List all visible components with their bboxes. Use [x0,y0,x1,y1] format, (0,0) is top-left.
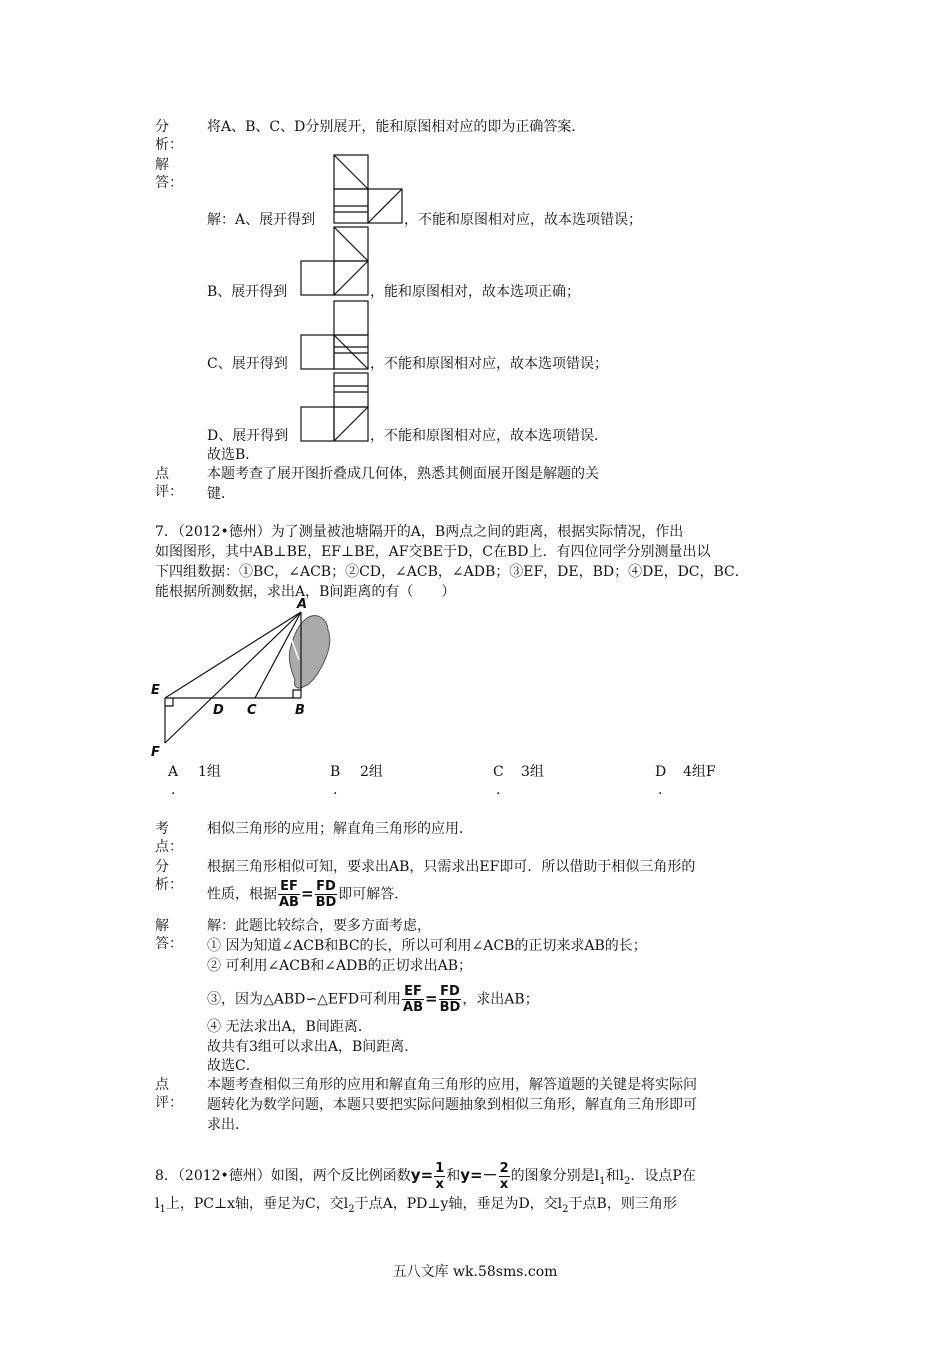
sol-b-post: ，能和原图相对，故本选项正确； [370,284,580,300]
q7-line-4: 能根据所测数据，求出A，B间距离的有（ ） [155,584,456,600]
solution-label: 解答： [155,157,183,191]
kaodian-label: 考点： [155,821,183,855]
label-d: D [213,703,224,718]
option-b-dot: . [333,782,338,798]
q7-line-1: 7．（2012•德州）为了测量被池塘隔开的A，B两点之间的距离，根据实际情况，作出 [155,524,684,540]
q7-analysis-line-1: 根据三角形相似可知，要求出AB，只需求出EF即可．所以借助于相似三角形的 [207,859,696,875]
comment-line-2: 键． [207,486,235,502]
q7-geometry-figure [145,596,335,761]
q8-post-end: ．设点P在 [630,1168,696,1184]
q7-sol-2: ① 因为知道∠ACB和BC的长，所以可利用∠ACB的正切来求AB的长； [207,938,647,954]
sol4-post: ，求出AB； [462,991,539,1008]
analysis-text: 将A、B、C、D分别展开，能和原图相对应的即为正确答案． [207,119,586,135]
option-c-text[interactable]: 3组 [521,764,544,780]
fraction-2-x: $\frac{2}{x}$ [499,1160,509,1192]
sol-d-pre: D、展开得到 [207,428,289,444]
q7-analysis-label: 分析： [155,859,183,893]
y-equals-neg: y=－ [460,1166,498,1184]
comment-label: 点评： [155,466,183,500]
sol-d-post: ，不能和原图相对应，故本选项错误． [370,428,608,444]
option-d-letter[interactable]: D [655,764,667,780]
q7-sol-1: 解：此题比较综合，要多方面考虑， [207,918,431,934]
q7-sol-5: ④ 无法求出A，B间距离． [207,1019,372,1035]
q7-solution-label: 解答： [155,918,183,952]
analysis-label: 分析： [155,119,183,153]
analysis-pre: 性质，根据 [207,886,277,903]
option-d-dot: . [658,782,663,798]
q8-line-1: 8．（2012•德州）如图，两个反比例函数y= $\frac{1}{x}$ 和y=－ $\frac{2}{x}$ 的图象分别是$l_1$和$l_2$．设点P在 [155,1160,696,1192]
kaodian-text: 相似三角形的应用；解直角三角形的应用． [207,821,473,837]
fraction-1-x: $\frac{1}{x}$ [435,1160,445,1192]
net-a-figure [333,154,403,226]
label-a: A [297,597,308,612]
option-b-text[interactable]: 2组 [360,764,383,780]
equals-sign: = [300,884,314,903]
equals-sign-2: = [425,989,438,1008]
page-footer: 五八文库 wk.58sms.com [392,1264,558,1280]
q7-line-2: 如图图形，其中AB⊥BE，EF⊥BE，AF交BE于D，C在BD上．有四位同学分别测量出以 [155,544,711,560]
q7-line-3: 下四组数据：①BC，∠ACB；②CD，∠ACB，∠ADB；③EF，DE，BD；④DE，DC，BC． [155,564,749,580]
option-a-dot: . [171,782,176,798]
label-c: C [247,703,257,718]
net-c-figure [300,300,370,372]
sol-a-pre: 解：A、展开得到 [207,212,316,228]
q7-comment-label: 点评： [155,1077,183,1111]
q8-post-pre: 的图象分别是l [510,1168,600,1184]
option-a-text[interactable]: 1组 [198,764,221,780]
fraction-fd-bd: $\frac{FD}{BD}$ [315,879,337,910]
sol-c-pre: C、展开得到 [207,356,288,372]
q7-analysis-line-2 [207,879,408,910]
option-c-letter[interactable]: C [493,764,504,780]
option-c-dot: . [496,782,501,798]
comment-line-1: 本题考查了展开图折叠成几何体，熟悉其侧面展开图是解题的关 [207,466,599,482]
q7-comment-2: 题转化为数学问题，本题只要把实际问题抽象到相似三角形，解直角三角形即可 [207,1097,697,1113]
q7-comment-1: 本题考查相似三角形的应用和解直角三角形的应用，解答道题的关键是将实际问 [207,1077,697,1093]
q7-sol-6: 故共有3组可以求出A，B间距离． [207,1039,419,1055]
choose-answer: 故选B． [207,447,260,463]
net-d-figure [300,372,370,444]
sol-c-post: ，不能和原图相对应，故本选项错误； [370,356,608,372]
q7-comment-3: 求出． [207,1117,249,1133]
q8-he: 和 [446,1168,461,1184]
q7-sol-7: 故选C． [207,1058,260,1074]
fraction-ef-ab: $\frac{EF}{AB}$ [279,879,299,910]
sol4-pre: ③，因为△ABD∽△EFD可利用 [207,991,402,1008]
fraction-ef-ab-2: $\frac{EF}{AB}$ [403,984,424,1015]
label-e: E [151,683,160,698]
q7-sol-4 [207,984,539,1015]
q8-and-l: 和l [605,1168,624,1184]
label-b: B [295,703,305,718]
q8-line-2: $l_1$上，PC⊥x轴，垂足为C，交$l_2$于点A，PD⊥y轴，垂足为D，交$l_2$于点B，则三角形 [155,1196,677,1215]
fraction-fd-bd-2: $\frac{FD}{BD}$ [439,984,461,1015]
label-f: F [151,745,160,760]
sol-a-post: ，不能和原图相对应，故本选项错误； [404,212,642,228]
analysis-post: 即可解答． [338,886,409,903]
sol-b-pre: B、展开得到 [207,284,288,300]
net-b-figure [300,226,370,298]
option-a-letter[interactable]: A [168,764,179,780]
q7-sol-3: ② 可利用∠ACB和∠ADB的正切求出AB； [207,958,473,974]
option-b-letter[interactable]: B [330,764,341,780]
option-d-text[interactable]: 4组F [683,764,716,780]
y-equals: y= [410,1166,434,1184]
q8-pre: 8．（2012•德州）如图，两个反比例函数 [155,1168,411,1184]
